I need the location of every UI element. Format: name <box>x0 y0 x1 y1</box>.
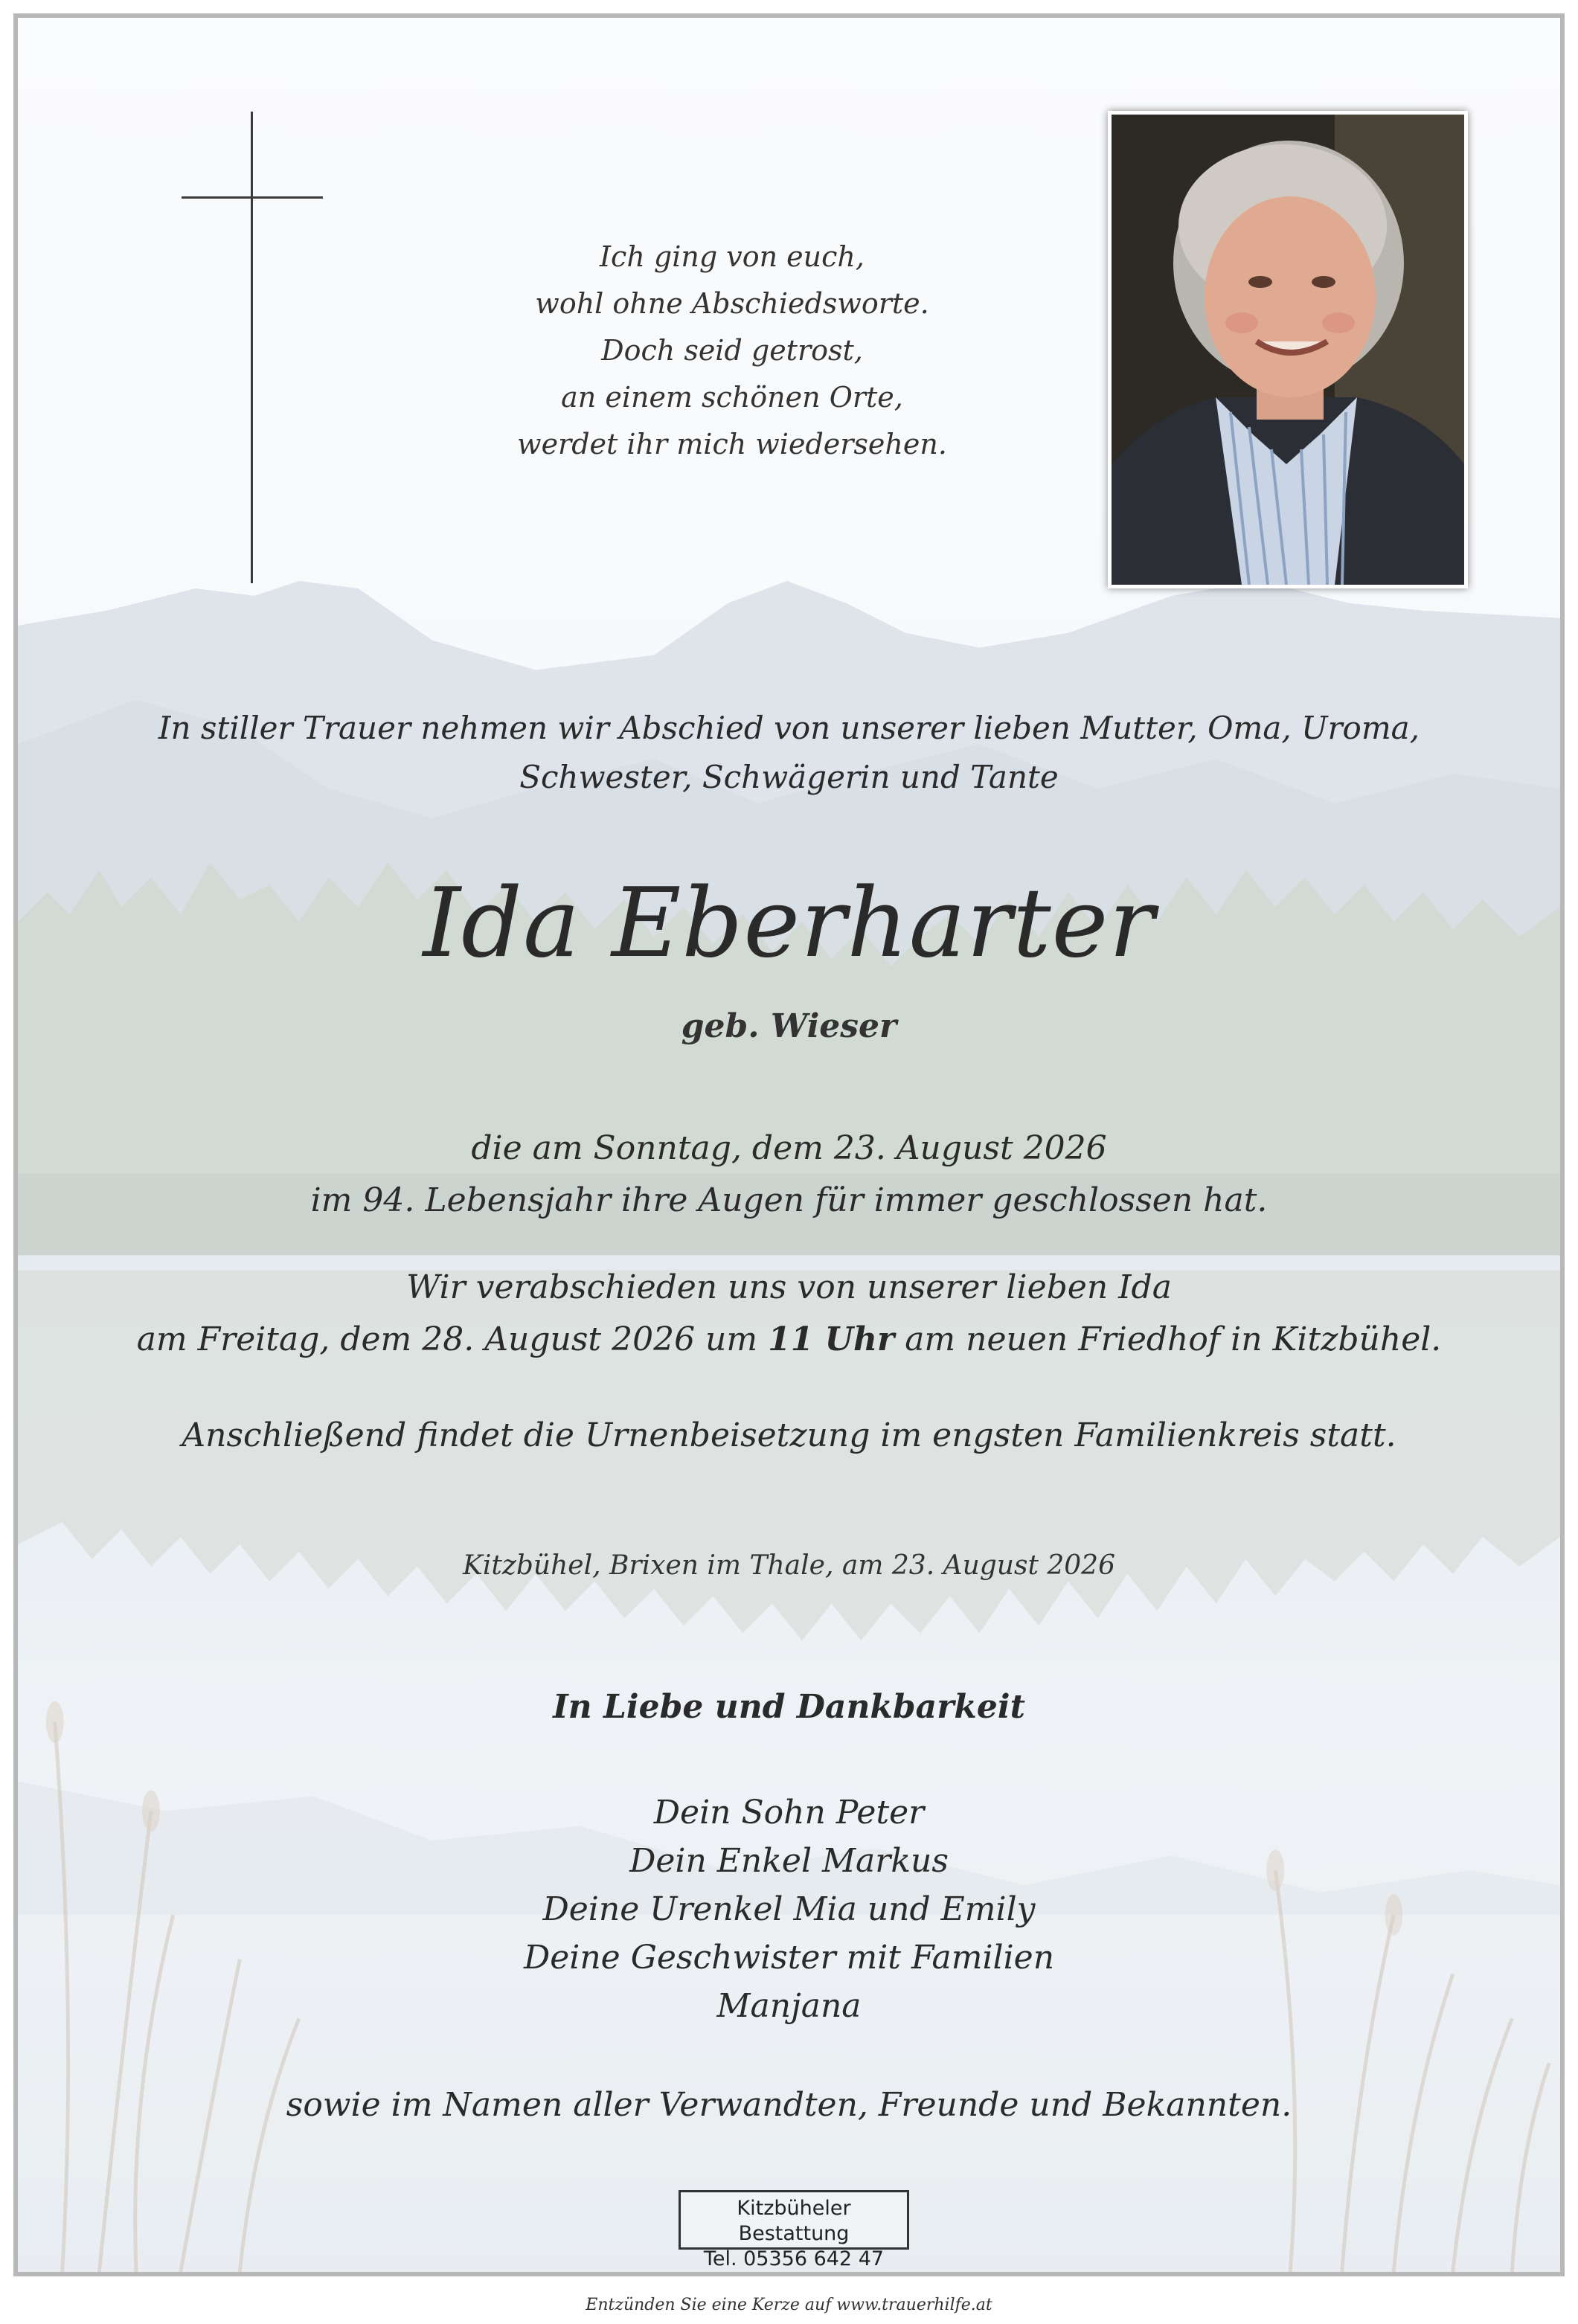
funeral-line-1: Wir verabschieden uns von unserer lieben Ida <box>406 1268 1172 1306</box>
cross-icon-bar <box>182 196 323 199</box>
poem <box>360 234 1104 468</box>
maiden-name: geb. Wieser <box>681 1007 897 1045</box>
card-content <box>18 18 1560 2272</box>
poem-line: Doch seid getrost, <box>601 334 863 367</box>
funeral-info <box>18 1262 1560 1366</box>
footer-candle-link[interactable]: Entzünden Sie eine Kerze auf www.trauerhilfe.at <box>586 2296 992 2314</box>
death-line: im 94. Lebensjahr ihre Augen für immer geschlossen hat. <box>310 1181 1268 1219</box>
poem-line: Ich ging von euch, <box>600 240 865 273</box>
undertaker-phone: Tel. 05356 642 47 <box>703 2247 885 2270</box>
funeral-time: 11 Uhr <box>768 1320 895 1358</box>
family-member: Deine Urenkel Mia und Emily <box>542 1890 1036 1928</box>
undertaker-box <box>679 2190 909 2270</box>
family-member: Dein Sohn Peter <box>653 1794 925 1832</box>
closing-line: sowie im Namen aller Verwandten, Freunde und Bekannten. <box>286 2086 1292 2124</box>
intro-line: In stiller Trauer nehmen wir Abschied von unserer lieben Mutter, Oma, Uroma, <box>158 710 1420 746</box>
portrait-image <box>1112 115 1464 585</box>
card-frame <box>13 13 1565 2276</box>
death-notice <box>18 1123 1560 1227</box>
poem-line: an einem schönen Orte, <box>561 381 903 414</box>
intro-text <box>18 704 1560 802</box>
funeral-line-2 <box>18 1314 1560 1366</box>
poem-line: wohl ohne Abschiedsworte. <box>535 287 929 320</box>
deceased-name: Ida Eberharter <box>423 868 1155 979</box>
intro-line: Schwester, Schwägerin und Tante <box>519 759 1059 795</box>
family-member: Manjana <box>716 1987 862 2025</box>
family-member: Dein Enkel Markus <box>629 1842 949 1880</box>
love-heading: In Liebe und Dankbarkeit <box>553 1688 1025 1726</box>
family-member: Deine Geschwister mit Familien <box>523 1939 1055 1977</box>
funeral-place-text: am neuen Friedhof in Kitzbühel. <box>894 1320 1442 1358</box>
family-list <box>18 1788 1560 2030</box>
undertaker-name: Kitzbüheler Bestattung <box>737 2197 851 2245</box>
poem-line: werdet ihr mich wiedersehen. <box>517 428 947 460</box>
death-line: die am Sonntag, dem 23. August 2026 <box>471 1129 1107 1167</box>
urn-burial-note: Anschließend findet die Urnenbeisetzung im engsten Familienkreis statt. <box>182 1416 1396 1454</box>
funeral-date-text: am Freitag, dem 28. August 2026 um <box>136 1320 769 1358</box>
cross-icon <box>251 112 253 583</box>
place-and-date: Kitzbühel, Brixen im Thale, am 23. August 2026 <box>463 1550 1115 1581</box>
portrait-photo <box>1108 111 1468 588</box>
